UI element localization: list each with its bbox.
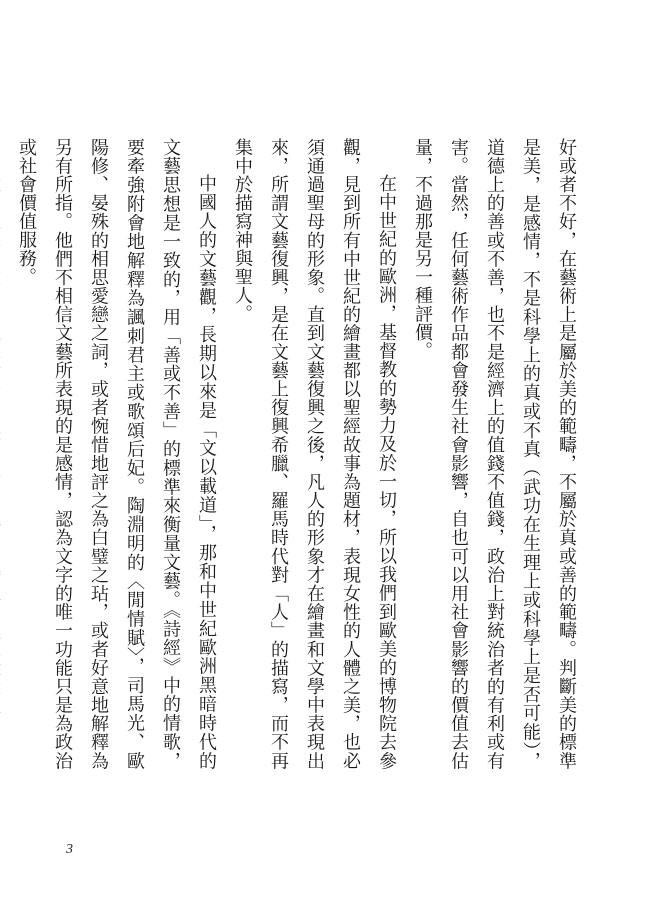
paragraph-4 (0, 138, 8, 770)
page-number: 3 (66, 842, 73, 857)
vertical-text-block (16, 138, 584, 770)
paragraph-3: 中國人的文藝觀，長期以來是「文以載道」，那和中世紀歐洲黑暗時代的文藝思想是一致的，用「善或不善」的標準來衡量文藝。《詩經》中的情歌，要牽強附會地解釋為諷刺君主或歌頌后妃。陶淵明的〈閒情賦〉，司馬光、歐陽修、晏殊的相思愛戀之詞，或者惋惜地評之為白璧之玷，或者好意地解釋為另有所指。他們不相信文藝所表現的是感情，認為文字的唯一功能只是為政治或社會價值服務。 (16, 138, 217, 770)
paragraph-1: 好或者不好，在藝術上是屬於美的範疇，不屬於真或善的範疇。判斷美的標準是美，是感情，不是科學上的真或不真（武功在生理上或科學上是否可能），道德上的善或不善，也不是經濟上的值錢不值錢，政治上對統治者的有利或有害。當然，任何藝術作品都會發生社會影響，自也可以用社會影響的價值去估量，不過那是另一種評價。 (412, 138, 577, 770)
paragraph-2: 在中世紀的歐洲，基督教的勢力及於一切，所以我們到歐美的博物院去參觀，見到所有中世紀的繪畫都以聖經故事為題材，表現女性的人體之美，也必須通過聖母的形象。直到文藝復興之後，凡人的形象才在繪畫和文學中表現出來，所謂文藝復興，是在文藝上復興希臘、羅馬時代對「人」的描寫，而不再集中於描寫神與聖人。 (232, 138, 397, 770)
